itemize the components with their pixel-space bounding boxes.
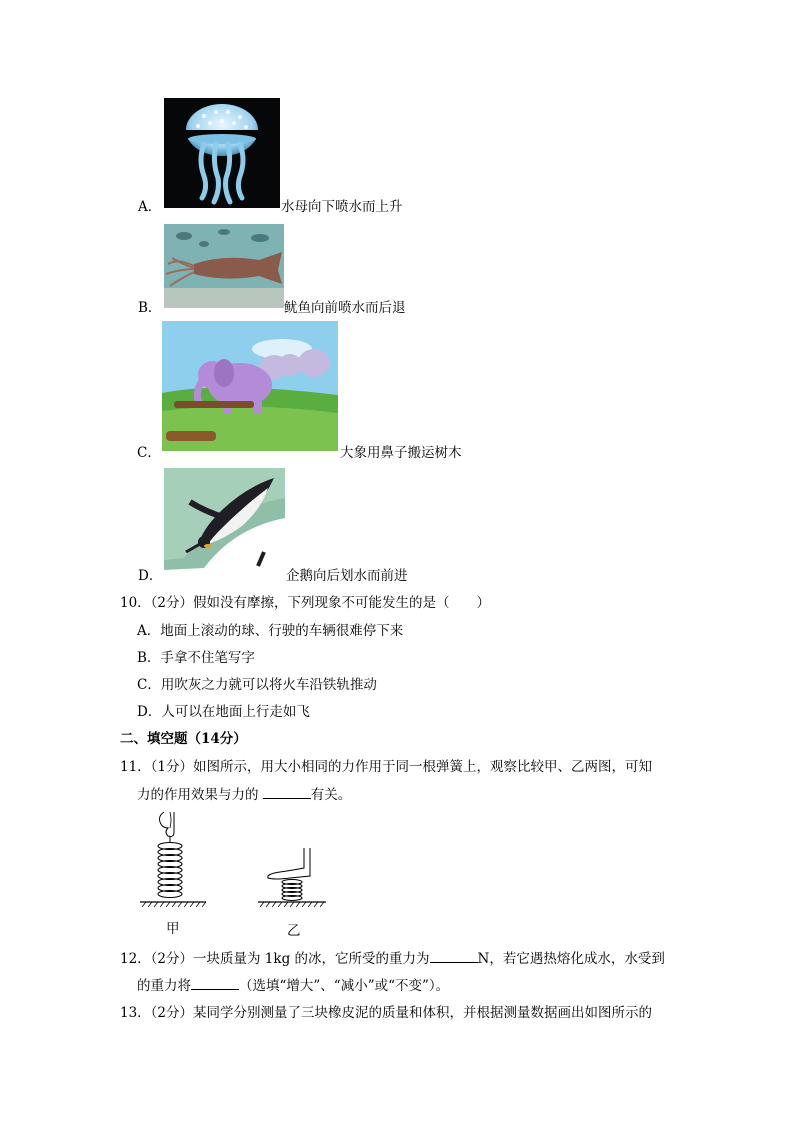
- penguin-illustration: [164, 468, 285, 570]
- q12-line1-pre: 12．（2分）一块质量为 1kg 的冰，它所受的重力为: [120, 951, 430, 967]
- option-d-text: 企鹅向后划水而前进: [286, 568, 408, 584]
- section-title: 二、填空题（14分）: [120, 731, 247, 747]
- q12-line1: [120, 947, 665, 967]
- q10-stem: 10．（2分）假如没有摩擦，下列现象不可能发生的是（ ）: [120, 595, 491, 611]
- option-b-text: 鱿鱼向前喷水而后退: [284, 300, 406, 316]
- q12-line1-post: N，若它遇热熔化成水，水受到: [477, 951, 665, 967]
- q10-option-b: B．手拿不住笔写字: [137, 650, 255, 666]
- option-b-letter: B．: [138, 300, 162, 316]
- figure-label-jia: 甲: [166, 921, 180, 937]
- figure-label-yi: 乙: [287, 923, 301, 939]
- q11-line1: 11．（1分）如图所示，用大小相同的力作用于同一根弹簧上，观察比较甲、乙两图，可知: [120, 759, 653, 775]
- q11-line2: [137, 783, 351, 803]
- q12-line2-post: （选填“增大”、“减小”或“不变”）。: [239, 978, 450, 994]
- q13-line1: 13．（2分）某同学分别测量了三块橡皮泥的质量和体积，并根据测量数据画出如图所示的: [120, 1005, 653, 1021]
- squid-photo: [164, 224, 284, 308]
- jellyfish-photo: [164, 98, 280, 208]
- answer-blank[interactable]: [191, 976, 239, 990]
- option-c-letter: C．: [137, 445, 161, 461]
- option-a-letter: A．: [138, 199, 162, 215]
- q12-line2: [137, 974, 449, 994]
- option-a-text: 水母向下喷水而上升: [281, 199, 403, 215]
- answer-blank[interactable]: [263, 785, 311, 799]
- q12-line2-pre: 的重力将: [137, 978, 191, 994]
- answer-blank[interactable]: [430, 949, 478, 963]
- q10-option-c: C．用吹灰之力就可以将火车沿铁轨推动: [137, 677, 377, 693]
- q10-option-a: A．地面上滚动的球、行驶的车辆很难停下来: [137, 623, 404, 639]
- option-d-letter: D．: [138, 568, 163, 584]
- q10-option-d: D．人可以在地面上行走如飞: [137, 704, 310, 720]
- option-c-text: 大象用鼻子搬运树木: [340, 445, 462, 461]
- spring-figure: [134, 808, 334, 914]
- q11-line2-pre: 力的作用效果与力的: [137, 787, 263, 803]
- q11-line2-post: 有关。: [310, 787, 352, 803]
- elephant-illustration: [162, 321, 338, 451]
